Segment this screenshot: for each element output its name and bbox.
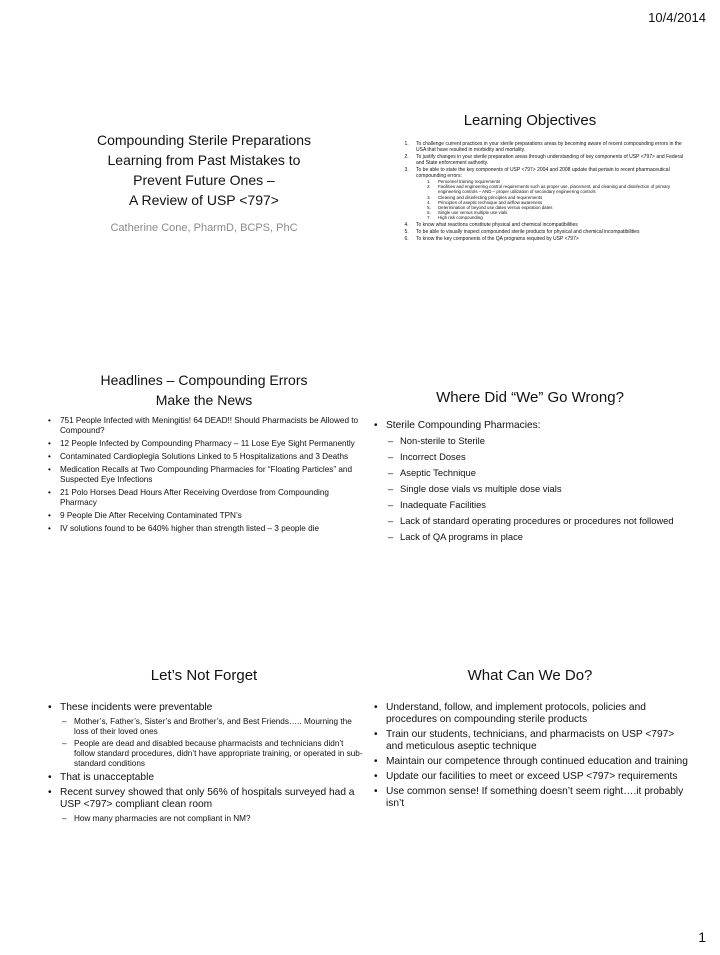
objective-subitem: 2. Facilities and engineering control requirements such as proper use, placement, and cleaning and disinfection of primary engineering controls – AND – proper utilization of secondary engineering controls [432, 184, 690, 194]
wrong-item-text: Sterile Compounding Pharmacies: [386, 420, 541, 431]
objective-item: 5. To be able to visually inspect compounded sterile products for physical and chemical incompatibilities [410, 229, 690, 235]
objective-subitem: 6. Single use versus multiple use vials [432, 210, 690, 215]
objectives-list [370, 141, 690, 242]
objective-item: 1. To challenge current practices in your sterile preparations areas by becoming aware of recent compounding errors in the USA that have resulted in morbidity and mortality. [410, 141, 690, 153]
objective-item [410, 167, 690, 221]
page-number: 1 [698, 929, 706, 945]
objective-subitem: 1. Personnel training requirements [432, 179, 690, 184]
wrong-subitem: – Lack of standard operating procedures or procedures not followed [400, 515, 690, 526]
action-item: • Train our students, technicians, and pharmacists on USP <797> and meticulous aseptic technique [384, 729, 690, 753]
slide-what-can-we-do [370, 650, 690, 890]
objective-item: 2. To justify changes in your sterile preparation areas through understanding of key components of USP <797> and Federal and State enforcement authority. [410, 154, 690, 166]
objective-item: 4. To know what reactions constitute physical and chemical incompatibilities [410, 222, 690, 228]
wrong-subitem: – Non-sterile to Sterile [400, 435, 690, 446]
slide-learning-objectives [370, 90, 690, 330]
objective-item: 6. To know the key components of the QA programs required by USP <797> [410, 236, 690, 242]
objective-subitem: 3. Cleaning and disinfecting principles and requirements [432, 195, 690, 200]
slide-title [44, 90, 364, 330]
slide1-title-line: Prevent Future Ones – [133, 172, 275, 188]
headline-item: • 12 People Infected by Compounding Pharmacy – 11 Lose Eye Sight Permanently [58, 439, 364, 449]
wrong-list [370, 420, 690, 542]
wrong-subitem: – Single dose vials vs multiple dose vials [400, 483, 690, 494]
slide-headlines [44, 370, 364, 610]
slide3-title-line: Headlines – Compounding Errors [100, 372, 308, 388]
forget-subitem: – People are dead and disabled because pharmacists and technicians didn’t follow standard procedures, didn’t have appropriate training, or operated in sub-standard conditions [74, 739, 364, 769]
slide3-title-line: Make the News [155, 392, 253, 408]
action-item: • Update our facilities to meet or exceed USP <797> requirements [384, 771, 690, 783]
headline-item: • 751 People Infected with Meningitis! 64 DEAD!! Should Pharmacists be Allowed to Compound? [58, 416, 364, 436]
headline-item: • Medication Recalls at Two Compounding Pharmacies for “Floating Particles” and Suspected Eye Infections [58, 465, 364, 485]
slide1-title-line: Compounding Sterile Preparations [96, 132, 311, 148]
forget-subitems [60, 814, 364, 824]
objective-subitems [416, 179, 690, 221]
forget-item [58, 702, 364, 769]
slide1-title-line: Learning from Past Mistakes to [107, 152, 301, 168]
objective-subitem: 7. High risk compounding [432, 215, 690, 220]
slide1-title [44, 130, 364, 210]
wrong-subitem: – Inadequate Facilities [400, 499, 690, 510]
forget-item: • That is unacceptable [58, 772, 364, 784]
slide1-author: Catherine Cone, PharmD, BCPS, PhC [110, 222, 298, 234]
forget-item-text: Recent survey showed that only 56% of hospitals surveyed had a USP <797> compliant clean room [60, 787, 355, 810]
slide6-title: What Can We Do? [467, 667, 593, 684]
wrong-subitem: – Lack of QA programs in place [400, 531, 690, 542]
forget-item-text: These incidents were preventable [60, 702, 213, 713]
wrong-item [384, 420, 690, 542]
objective-subitem: 4. Principles of aseptic technique and airflow awareness [432, 200, 690, 205]
headline-item: • 21 Polo Horses Dead Hours After Receiving Overdose from Compounding Pharmacy [58, 488, 364, 508]
objective-item-text: To be able to state the key components of USP <797> 2004 and 2008 update that pertain to recent pharmaceutical compounding errors: [416, 167, 670, 179]
slide-where-wrong [370, 370, 690, 610]
action-item: • Use common sense! If something doesn’t seem right….it probably isn’t [384, 786, 690, 810]
actions-list [370, 702, 690, 810]
objective-subitem: 5. Determination of beyond use dates versus expiration dates [432, 205, 690, 210]
action-item: • Maintain our competence through continued education and training [384, 756, 690, 768]
forget-list [44, 702, 364, 824]
wrong-subitem: – Incorrect Doses [400, 451, 690, 462]
forget-subitem: – How many pharmacies are not compliant in NM? [74, 814, 364, 824]
forget-item [58, 787, 364, 824]
slide4-title: Where Did “We” Go Wrong? [436, 389, 624, 406]
action-item: • Understand, follow, and implement protocols, policies and procedures on compounding sterile products [384, 702, 690, 726]
headline-item: • Contaminated Cardioplegia Solutions Linked to 5 Hospitalizations and 3 Deaths [58, 452, 364, 462]
headline-item: • IV solutions found to be 640% higher than strength listed – 3 people die [58, 524, 364, 534]
slide2-title: Learning Objectives [463, 112, 597, 129]
slide1-title-line: A Review of USP <797> [129, 192, 279, 208]
headlines-list [44, 416, 364, 534]
slide5-title: Let’s Not Forget [150, 667, 258, 684]
slide3-title [44, 370, 364, 410]
header-date: 10/4/2014 [648, 10, 706, 25]
headline-item: • 9 People Die After Receiving Contaminated TPN’s [58, 511, 364, 521]
wrong-subitem: – Aseptic Technique [400, 467, 690, 478]
forget-subitems [60, 717, 364, 769]
slide-lets-not-forget [44, 650, 364, 890]
wrong-subitems [386, 435, 690, 542]
forget-subitem: – Mother’s, Father’s, Sister’s and Brother’s, and Best Friends….. Mourning the loss of their loved ones [74, 717, 364, 737]
